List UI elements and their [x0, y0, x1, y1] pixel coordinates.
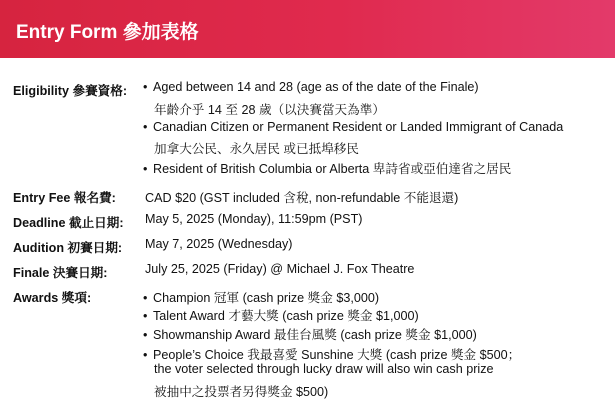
award-item-peoples-choice-line3: 被抽中之投票者另得獎金 $500) [154, 385, 329, 399]
award-item-peoples-choice: • People’s Choice 我最喜愛 Sunshine 大獎 (cash prize 獎金 $500； [143, 348, 521, 362]
bullet-icon: • [143, 328, 148, 342]
award-item-peoples-choice-line2: the voter selected through lucky draw will also win cash prize [154, 362, 494, 376]
awards-label: Awards 獎項: [13, 291, 92, 305]
audition-value: May 7, 2025 (Wednesday) [145, 237, 293, 251]
award-item-talent: • Talent Award 才藝大獎 (cash prize 獎金 $1,000) [143, 309, 419, 323]
bullet-icon: • [143, 309, 148, 323]
entry-fee-value: CAD $20 (GST included 含稅, non-refundable 不能退還) [145, 191, 459, 205]
bullet-icon: • [143, 348, 148, 362]
bullet-icon: • [143, 80, 148, 94]
deadline-label: Deadline 截止日期: [13, 216, 124, 230]
finale-value: July 25, 2025 (Friday) @ Michael J. Fox Theatre [145, 262, 415, 276]
bullet-icon: • [143, 291, 148, 305]
eligibility-label: Eligibility 參賽資格: [13, 84, 128, 98]
eligibility-item-citizenship: • Canadian Citizen or Permanent Resident or Landed Immigrant of Canada [143, 120, 564, 134]
award-item-champion: • Champion 冠軍 (cash prize 獎金 $3,000) [143, 291, 380, 305]
eligibility-item-residency: • Resident of British Columbia or Alberta 卑詩省或亞伯達省之居民 [143, 162, 512, 176]
finale-label: Finale 決賽日期: [13, 266, 108, 280]
eligibility-item-age-zh: 年齡介乎 14 至 28 歲（以決賽當天為準） [154, 103, 385, 117]
audition-label: Audition 初賽日期: [13, 241, 123, 255]
entry-fee-label: Entry Fee 報名費: [13, 191, 116, 205]
bullet-icon: • [143, 162, 148, 176]
deadline-value: May 5, 2025 (Monday), 11:59pm (PST) [145, 212, 363, 226]
eligibility-item-age: • Aged between 14 and 28 (age as of the date of the Finale) [143, 80, 479, 94]
eligibility-item-citizenship-zh: 加拿大公民、永久居民 或已抵埠移民 [154, 142, 359, 156]
award-item-showmanship: • Showmanship Award 最佳台風獎 (cash prize 獎金 $1,000) [143, 328, 477, 342]
page-title: Entry Form 參加表格 [16, 22, 199, 43]
bullet-icon: • [143, 120, 148, 134]
